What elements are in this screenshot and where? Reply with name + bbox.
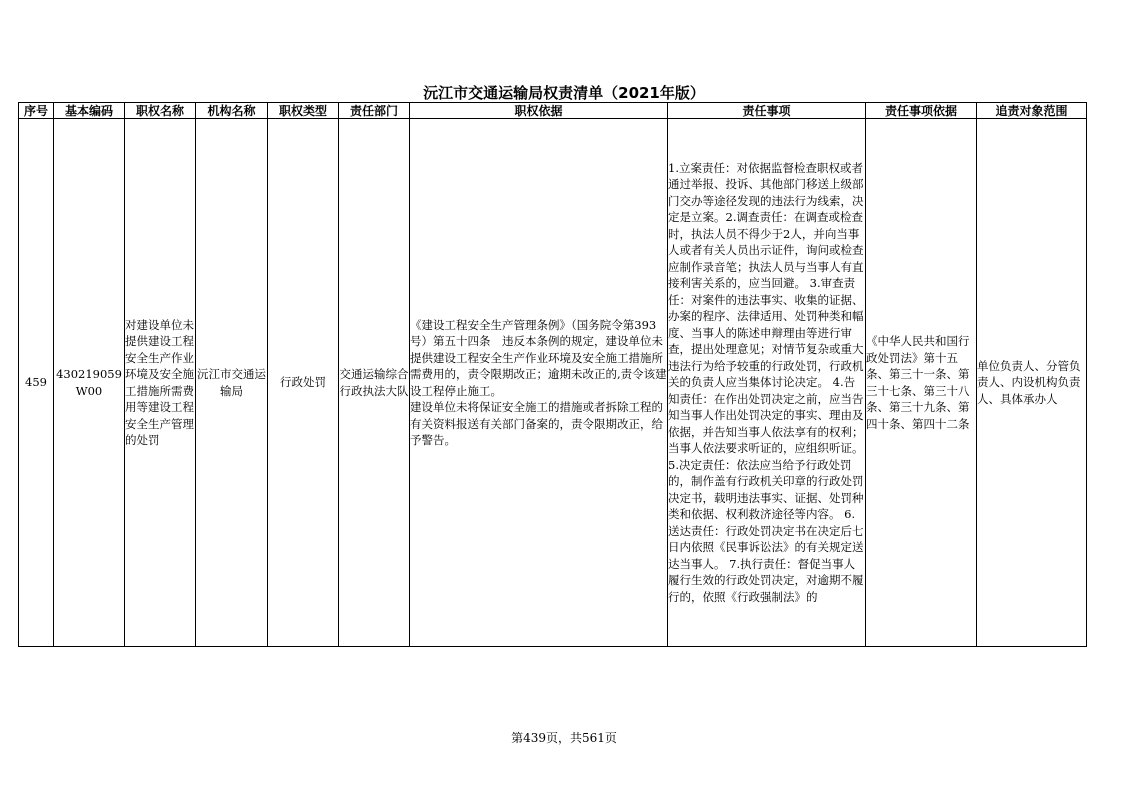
- header-power-name: 职权名称: [125, 103, 196, 119]
- basis-paragraph: 建设单位未将保证安全施工的措施或者拆除工程的有关资料报送有关部门备案的，责令限期改正，给予警告。: [410, 400, 663, 447]
- cell-power-type: 行政处罚: [268, 119, 339, 647]
- cell-duty-basis: 《中华人民共和国行政处罚法》第十五条、第三十一条、第三十七条、第三十八条、第三十九条、第四十条、第四十二条: [866, 119, 977, 647]
- cell-power-name: 对建设单位未提供建设工程安全生产作业环境及安全施工措施所需费用等建设工程安全生产管理的处罚: [125, 119, 196, 647]
- header-org-name: 机构名称: [196, 103, 268, 119]
- cell-dept: 交通运输综合行政执法大队: [339, 119, 410, 647]
- page-number: 第439页，共561页: [511, 731, 617, 745]
- table-row: [19, 119, 1087, 647]
- cell-code: 430219059W00: [54, 119, 125, 647]
- table-header-row: [19, 103, 1087, 119]
- header-duty-basis: 责任事项依据: [866, 103, 977, 119]
- header-code: 基本编码: [54, 103, 125, 119]
- header-dept: 责任部门: [339, 103, 410, 119]
- header-duty: 责任事项: [668, 103, 866, 119]
- header-basis: 职权依据: [410, 103, 668, 119]
- header-index: 序号: [19, 103, 54, 119]
- responsibility-table: [18, 102, 1087, 647]
- cell-duty: 1.立案责任：对依据监督检查职权或者通过举报、投诉、其他部门移送上级部门交办等途径发现的违法行为线索，决定是立案。2.调查责任：在调查或检查时，执法人员不得少于2人，并向当事人或者有关人员出示证件，询问或检查应制作录音笔；执法人员与当事人有直接利害关系的，应当回避。 3.审查责任：对案件的违法事实、收集的证据、办案的程序、法律适用、处罚种类和幅度、当事人的陈述申辩理由等进行审查，提出处理意见；对情节复杂或重大违法行为给予较重的行政处罚，行政机关的负责人应当集体讨论决定。 4.告知责任：在作出处罚决定之前，应当告知当事人作出处罚决定的事实、理由及依据，并告知当事人依法享有的权利；当事人依法要求听证的，应组织听证。 5.决定责任：依法应当给予行政处罚的，制作盖有行政机关印章的行政处罚决定书，载明违法事实、证据、处罚种类和依据、权利救济途径等内容。 6.送达责任：行政处罚决定书在决定后七日内依照《民事诉讼法》的有关规定送达当事人。 7.执行责任：督促当事人履行生效的行政处罚决定，对逾期不履行的，依照《行政强制法》的: [668, 119, 866, 647]
- header-power-type: 职权类型: [268, 103, 339, 119]
- document-title: 沅江市交通运输局权责清单（2021年版）: [423, 84, 705, 102]
- cell-accountability: 单位负责人、分管负责人、内设机构负责人、具体承办人: [977, 119, 1087, 647]
- header-accountability: 追责对象范围: [977, 103, 1087, 119]
- cell-basis: [410, 119, 668, 647]
- cell-org-name: 沅江市交通运输局: [196, 119, 268, 647]
- cell-index: 459: [19, 119, 54, 647]
- basis-paragraph: 《建设工程安全生产管理条例》（国务院令第393号）第五十四条 违反本条例的规定，建设单位未提供建设工程安全生产作业环境及安全施工措施所需费用的，责令限期改正；逾期未改正的,责令该建设工程停止施工。: [410, 317, 667, 398]
